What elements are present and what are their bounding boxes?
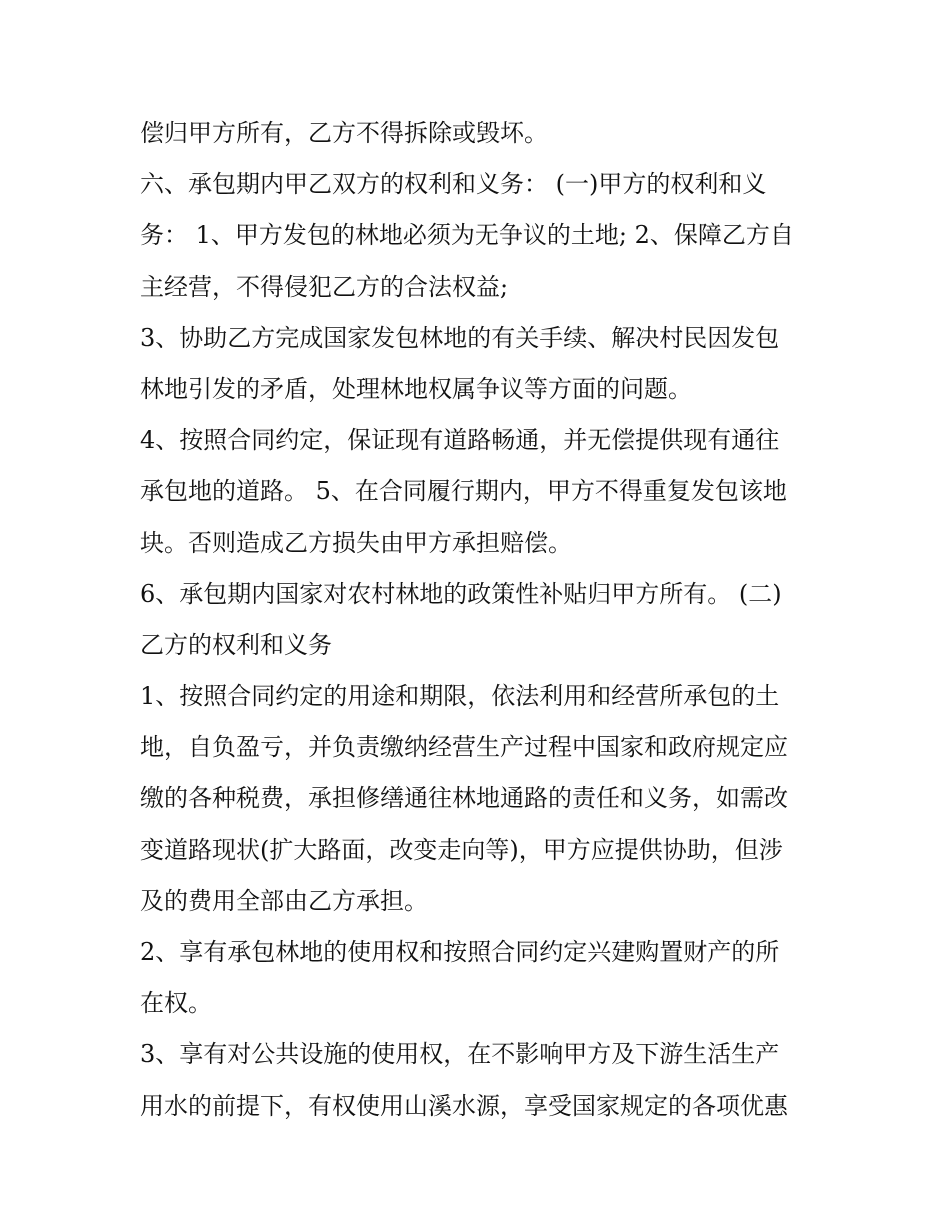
text-line: 变道路现状(扩大路面，改变走向等)，甲方应提供协助，但涉 — [140, 835, 783, 864]
text-line: 3、协助乙方完成国家发包林地的有关手续、解决村民因发包 — [140, 323, 780, 352]
paragraph-party-b-item-2 — [140, 927, 820, 1029]
text-line: 缴的各种税费，承担修缮通往林地通路的责任和义务，如需改 — [140, 784, 788, 813]
text-line: 林地引发的矛盾，处理林地权属争议等方面的问题。 — [140, 374, 692, 403]
text-line: 在权。 — [140, 989, 212, 1018]
text-line: 1、按照合同约定的用途和期限，依法利用和经营所承包的土 — [140, 682, 780, 711]
paragraph-party-a-item-6 — [140, 569, 820, 671]
paragraph-party-b-item-1 — [140, 671, 820, 927]
text-line: 4、按照合同约定，保证现有道路畅通，并无偿提供现有通往 — [140, 426, 780, 455]
paragraph-party-b-item-3 — [140, 1029, 820, 1131]
text-line: 2、享有承包林地的使用权和按照合同约定兴建购置财产的所 — [140, 938, 780, 966]
text-line: 6、承包期内国家对农村林地的政策性补贴归甲方所有。 (二) — [140, 579, 782, 608]
paragraph-party-a-item-3 — [140, 313, 820, 415]
text-line: 地，自负盈亏，并负责缴纳经营生产过程中国家和政府规定应 — [140, 733, 788, 762]
text-line: 六、承包期内甲乙双方的权利和义务： (一)甲方的权利和义 — [140, 170, 767, 199]
text-line: 主经营，不得侵犯乙方的合法权益; — [140, 272, 509, 301]
paragraph-continuation — [140, 108, 820, 159]
text-line: 用水的前提下，有权使用山溪水源，享受国家规定的各项优惠 — [140, 1091, 788, 1120]
document-body — [140, 108, 820, 1132]
paragraph-party-a-item-4 — [140, 415, 820, 569]
text-line: 务： 1、甲方发包的林地必须为无争议的土地; 2、保障乙方自 — [140, 221, 794, 250]
text-line: 乙方的权利和义务 — [140, 630, 332, 659]
text-line: 偿归甲方所有，乙方不得拆除或毁坏。 — [140, 119, 548, 147]
text-line: 块。否则造成乙方损失由甲方承担赔偿。 — [140, 528, 572, 557]
text-line: 承包地的道路。 5、在合同履行期内，甲方不得重复发包该地 — [140, 477, 787, 506]
text-line: 3、享有对公共设施的使用权，在不影响甲方及下游生活生产 — [140, 1040, 780, 1069]
text-line: 及的费用全部由乙方承担。 — [140, 886, 428, 915]
paragraph-section-six — [140, 159, 820, 313]
